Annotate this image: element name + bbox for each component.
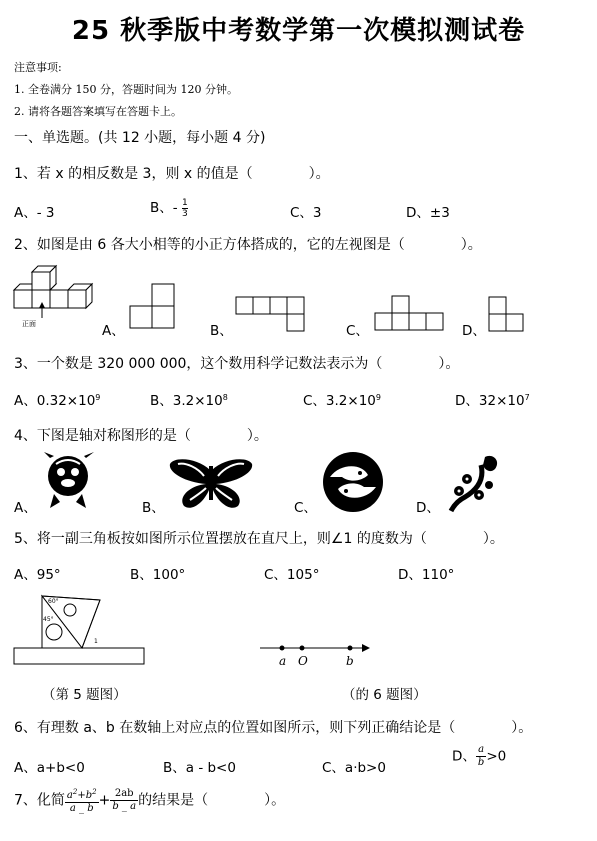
q6-number-line-figure — [258, 640, 374, 660]
q2-option-b-figure — [235, 296, 307, 332]
q5-option-d: D、110° — [398, 567, 455, 583]
page-title: 25 秋季版中考数学第一次模拟测试卷 — [71, 16, 526, 46]
question-3-stem: 3、一个数是 320 000 000，这个数用科学记数法表示为（ ）。 — [14, 356, 460, 372]
question-1-stem: 1、若 x 的相反数是 3，则 x 的值是（ ）。 — [14, 166, 330, 182]
q5-option-a: A、95° — [14, 567, 61, 583]
q7-fraction-1: $\frac{a^2+b^2}{a \_ b}$ — [66, 788, 97, 814]
q5-option-b: B、100° — [130, 567, 186, 583]
q6-option-c: C、a·b>0 — [322, 760, 386, 776]
q5-angle-1-label: 1 — [94, 638, 98, 645]
q1-option-c: C、3 — [290, 205, 322, 221]
q6-option-a: A、a+b<0 — [14, 760, 85, 776]
q3-option-b: B、$3.2\times 10^8$ — [150, 393, 228, 409]
q6-point-b-label: b — [346, 654, 354, 668]
q3-option-c: C、$3.2\times 10^9$ — [303, 393, 381, 409]
note-item-1: 1. 全卷满分 150 分，答题时间为 120 分钟。 — [14, 83, 238, 96]
q7-fraction-2: $\frac{2ab}{b \_ a}$ — [112, 788, 137, 812]
q4-option-d: D、 — [416, 500, 440, 516]
q5-angle-60-label: 60° — [48, 598, 59, 605]
q5-caption: （第 5 题图） — [42, 687, 127, 703]
q6-option-d: D、 $\frac{a}{b}$ >0 — [452, 744, 507, 768]
q2-option-a: A、 — [102, 323, 125, 339]
question-2-stem: 2、如图是由 6 各大小相等的小正方体搭成的，它的左视图是（ ）。 — [14, 237, 482, 253]
q4-option-d-plum-bird-image — [445, 451, 503, 513]
q2-option-a-figure — [128, 284, 176, 332]
q4-option-b-butterfly-image — [168, 456, 254, 512]
q3-option-d: D、$32\times 10^7$ — [455, 393, 530, 409]
q6-point-a-label: a — [279, 654, 287, 668]
q6-caption: （的 6 题图） — [342, 687, 427, 703]
q2-option-d-figure — [488, 296, 526, 332]
question-4-stem: 4、下图是轴对称图形的是（ ）。 — [14, 428, 268, 444]
q4-option-a: A、 — [14, 500, 37, 516]
q1-option-b: B、- $\frac{1}{3}$ — [150, 197, 188, 219]
section-heading: 一、单选题。(共 12 小题，每小题 4 分) — [14, 130, 266, 146]
q4-option-c: C、 — [294, 500, 317, 516]
question-6-stem: 6、有理数 a、b 在数轴上对应点的位置如图所示，则下列正确结论是（ ）。 — [14, 720, 533, 736]
question-7-stem: 7、化简 $\frac{a^2+b^2}{a \_ b}$ + $\frac{2ab}{b \_ a}$ 的结果是（ ）。 — [14, 788, 286, 814]
q2-option-c-figure — [374, 294, 446, 332]
note-item-2: 2. 请将各题答案填写在答题卡上。 — [14, 105, 182, 118]
q5-triangle-ruler-figure — [12, 592, 147, 668]
q2-front-label: 正面 — [22, 320, 36, 328]
notes-heading: 注意事项: — [14, 61, 62, 74]
q3-option-a: A、$0.32\times 10^9$ — [14, 393, 101, 409]
q2-option-d: D、 — [462, 323, 486, 339]
q4-option-c-fish-circle-image — [322, 451, 384, 513]
q5-option-c: C、105° — [264, 567, 320, 583]
q6-option-b: B、a - b<0 — [163, 760, 236, 776]
q1-option-a: A、- 3 — [14, 205, 55, 221]
q2-option-b: B、 — [210, 323, 233, 339]
q5-angle-45-label: 45° — [43, 616, 54, 623]
q4-option-b: B、 — [142, 500, 165, 516]
q2-option-c: C、 — [346, 323, 369, 339]
q1-option-d: D、±3 — [406, 205, 450, 221]
q6-origin-label: O — [298, 654, 308, 668]
q4-option-a-pig-paper-cut-image — [40, 450, 100, 512]
question-5-stem: 5、将一副三角板按如图所示位置摆放在直尺上，则∠1 的度数为（ ）。 — [14, 531, 504, 547]
